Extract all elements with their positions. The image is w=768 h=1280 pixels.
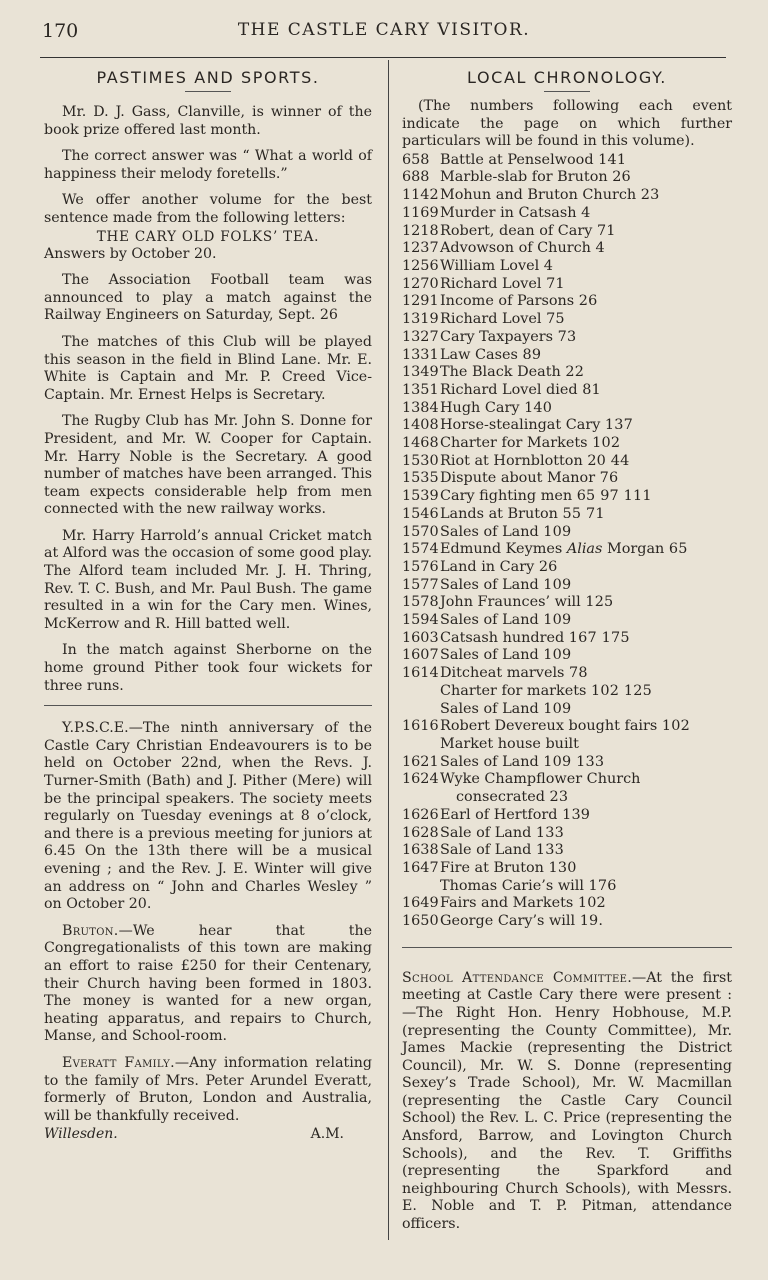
ypsce-notice xyxy=(44,720,372,914)
event-text: Charter for Markets xyxy=(440,435,588,452)
chronology-year: 1621 xyxy=(402,753,439,770)
event-text: Mohun and Bruton Church xyxy=(440,187,637,204)
event-page: 20 44 xyxy=(587,452,630,469)
chronology-row xyxy=(402,807,732,825)
chronology-year: 1530 xyxy=(402,452,439,469)
chronology-year: 1270 xyxy=(402,275,439,292)
event-page: 76 xyxy=(599,470,619,487)
chronology-event xyxy=(440,594,732,612)
chronology-event xyxy=(440,806,732,825)
chronology-event xyxy=(440,753,732,772)
chronology-year: 1256 xyxy=(402,258,439,274)
event-page: 133 xyxy=(535,824,564,841)
chronology-year: 1142 xyxy=(402,187,439,204)
event-page: 26 xyxy=(612,169,631,186)
paragraph: We offer another volume for the best sentence made from the following letters: xyxy=(44,192,372,226)
chronology-row xyxy=(402,470,732,488)
chronology-year: 688 xyxy=(402,169,430,186)
bruton-notice xyxy=(44,923,372,1046)
event-text: Lands at Bruton xyxy=(440,505,558,522)
chronology-event xyxy=(440,311,732,329)
chronology-row xyxy=(402,453,732,471)
chronology-row xyxy=(402,913,732,931)
chronology-year: 1169 xyxy=(402,204,439,221)
event-text: Cary Taxpayers xyxy=(440,328,554,345)
event-text: Cary fighting men xyxy=(440,488,573,505)
event-page: 65 97 111 xyxy=(576,488,652,505)
chronology-row xyxy=(402,559,732,577)
notice-lead: Everatt Family. xyxy=(62,1054,175,1071)
chronology-event xyxy=(440,187,732,205)
chronology-event xyxy=(440,913,732,931)
chronology-row xyxy=(402,347,732,365)
chronology-year: 1614 xyxy=(402,665,439,682)
event-page: 89 xyxy=(522,346,542,363)
chronology-event xyxy=(440,452,732,471)
chronology-row xyxy=(402,276,732,294)
paragraph: Mr. D. J. Gass, Clanville, is winner of the book prize offered last month. xyxy=(44,104,372,138)
event-page: 26 xyxy=(578,293,598,310)
event-text: Sales of Land xyxy=(440,700,539,717)
chronology-event xyxy=(440,275,732,294)
event-page: 141 xyxy=(598,151,627,168)
event-text: Fire at Bruton xyxy=(440,859,544,876)
event-page: 109 xyxy=(543,523,572,540)
chronology-row xyxy=(402,842,732,860)
chronology-row xyxy=(402,223,732,241)
event-page: 4 xyxy=(581,204,591,221)
chronology-row xyxy=(402,152,732,170)
event-page: 130 xyxy=(548,859,577,876)
event-page: 4 xyxy=(595,240,605,257)
chronology-event xyxy=(440,541,732,559)
chronology-row xyxy=(402,488,732,506)
chronology-row xyxy=(402,293,732,311)
chronology-row xyxy=(402,895,732,913)
event-text: Thomas Carie’s will xyxy=(440,877,584,894)
chronology-event xyxy=(440,665,732,683)
event-page: 19. xyxy=(579,913,604,930)
chronology-event xyxy=(440,629,732,648)
event-text: Battle at Penselwood xyxy=(440,151,594,168)
chronology-year: 1577 xyxy=(402,576,439,593)
event-text: Dispute about Manor xyxy=(440,470,596,487)
event-text: Hugh Cary xyxy=(440,399,520,416)
chronology-row xyxy=(402,169,732,187)
event-page: 140 xyxy=(524,399,553,416)
notice-lead: Bruton. xyxy=(62,922,119,939)
notice-text: —At the first meeting at Castle Cary there were present :—The Right Hon. Henry Hobhouse, M.P. (representing the County Committee), Mr. James Mackie (representing the District Council), Mr. W. S. Donne (representing Sexey’s Trade School), Mr. W. Macmillan (representing the Castle Cary Council School) the Rev. L. C. Price (representing the Ansford, Barrow, and Lovington Church Schools), and the Rev. T. Griffiths (representing the Sparkford and neighbouring Church Schools), with Messrs. E. Noble and T. P. Pitman, attendance officers. xyxy=(402,969,732,1233)
chronology-row xyxy=(402,311,732,329)
paragraph: The correct answer was “ What a world of happiness their melody foretells.” xyxy=(44,148,372,182)
top-rule xyxy=(40,57,726,58)
notice-text: —We hear that the Congregationalists of this town are making an effort to raise £250 for their Centenary, their Church having been formed in 1803. The money is wanted for a new organ, heating apparatus, and repairs to Church, Manse, and School-room. xyxy=(44,922,372,1045)
everatt-notice xyxy=(44,1055,372,1125)
event-page: 78 xyxy=(569,665,588,682)
paragraph: In the match against Sherborne on the home ground Pither took four wickets for three runs. xyxy=(44,642,372,694)
notice-lead: Y.P.S.C.E. xyxy=(62,720,129,737)
event-text: Income of Parsons xyxy=(440,293,575,310)
chronology-row xyxy=(402,524,732,542)
event-page: 109 xyxy=(543,700,572,717)
chronology-event xyxy=(440,771,732,806)
chronology-event xyxy=(440,151,732,170)
event-text: Market house built xyxy=(440,735,579,752)
chronology-year: 1327 xyxy=(402,328,439,345)
chronology-year: 1570 xyxy=(402,523,439,540)
chronology-event xyxy=(440,293,732,311)
page-number: 170 xyxy=(42,20,79,42)
chronology-year: 1574 xyxy=(402,541,439,558)
event-text: Sale of Land xyxy=(440,842,532,859)
event-text: Sale of Land xyxy=(440,824,532,841)
event-text: Sales of Land xyxy=(440,576,539,593)
chronology-year: 1237 xyxy=(402,240,439,257)
event-page: 102 xyxy=(592,435,621,452)
event-text: Richard Lovel died xyxy=(440,381,578,398)
chronology-row xyxy=(402,400,732,418)
event-text: William Lovel xyxy=(440,258,540,274)
event-text: Sales of Land xyxy=(440,647,539,664)
event-text: Catsash hundred xyxy=(440,629,565,646)
title-ornament xyxy=(544,91,590,92)
right-column xyxy=(402,66,732,1234)
event-text: Edmund Keymes xyxy=(440,541,567,558)
chronology-row xyxy=(402,541,732,559)
event-page: 109 133 xyxy=(543,753,605,770)
event-page: 71 xyxy=(596,222,616,239)
notice-lead: School Attendance Committee. xyxy=(402,969,633,986)
event-page: 81 xyxy=(582,381,601,398)
chronology-row xyxy=(402,612,732,630)
chronology-event xyxy=(440,647,732,665)
event-page: 137 xyxy=(604,417,633,434)
chronology-table xyxy=(402,152,732,931)
event-text: Robert Devereux bought fairs xyxy=(440,718,658,735)
event-page: 176 xyxy=(588,877,617,894)
chronology-year: 658 xyxy=(402,151,430,168)
chronology-row xyxy=(402,329,732,347)
chronology-row xyxy=(402,771,732,806)
event-page: 22 xyxy=(565,364,585,381)
event-text: John Fraunces’ will xyxy=(440,594,581,611)
event-text: Riot at Hornblotton xyxy=(440,452,583,469)
chronology-year: 1331 xyxy=(402,346,439,363)
event-page: 26 xyxy=(538,558,558,575)
chronology-event xyxy=(440,470,732,488)
competition-letters: THE CARY OLD FOLKS’ TEA. xyxy=(96,228,320,245)
event-page: 125 xyxy=(585,594,614,611)
chronology-event xyxy=(440,895,732,913)
section-title-pastimes: PASTIMES AND SPORTS. xyxy=(96,68,320,87)
paragraph: Mr. Harry Harrold’s annual Cricket match at Alford was the occasion of some good play. The Alford team included Mr. J. H. Thring, Rev. T. C. Bush, and Mr. Paul Bush. The game resulted in a win for the Cary men. Wines, McKerrow and R. Hill batted well. xyxy=(44,527,372,632)
chronology-year: 1351 xyxy=(402,381,439,398)
chronology-year: 1628 xyxy=(402,824,439,841)
chronology-event xyxy=(440,417,732,435)
chronology-row xyxy=(402,240,732,258)
event-page: 4 xyxy=(543,258,554,274)
chronology-year: 1535 xyxy=(402,470,439,487)
event-text: Horse-stealingat Cary xyxy=(440,417,601,434)
chronology-event xyxy=(440,328,732,347)
chronology-event xyxy=(440,718,732,736)
chronology-row xyxy=(402,205,732,223)
chronology-year: 1291 xyxy=(402,293,439,310)
chronology-row xyxy=(402,754,732,772)
chronology-event xyxy=(440,381,732,400)
event-page: 109 xyxy=(543,612,572,629)
chronology-year: 1649 xyxy=(402,895,439,912)
chronology-row xyxy=(402,435,732,453)
chronology-row xyxy=(402,364,732,382)
chronology-year: 1650 xyxy=(402,913,439,930)
chronology-event xyxy=(440,612,732,630)
signature-initials: A.M. xyxy=(310,1126,344,1143)
event-text: Charter for markets xyxy=(440,682,587,699)
event-text: Richard Lovel xyxy=(440,275,542,292)
event-page: 102 xyxy=(577,895,606,912)
chronology-year: 1576 xyxy=(402,558,439,575)
event-text: Ditcheat marvels xyxy=(440,665,565,682)
chronology-event xyxy=(440,859,732,878)
chronology-row xyxy=(402,647,732,665)
chronology-row xyxy=(402,683,732,701)
left-column xyxy=(44,66,372,1143)
chronology-event xyxy=(440,877,732,896)
chronology-event xyxy=(440,435,732,453)
chronology-event xyxy=(440,576,732,595)
chronology-row xyxy=(402,665,732,683)
section-divider xyxy=(402,947,732,948)
chronology-event xyxy=(440,258,732,276)
signature-place: Willesden. xyxy=(44,1126,118,1143)
chronology-year: 1647 xyxy=(402,859,439,876)
chronology-event xyxy=(440,505,732,524)
chronology-event xyxy=(440,346,732,365)
event-page: 75 xyxy=(546,311,565,328)
chronology-year: 1546 xyxy=(402,505,439,522)
chronology-event xyxy=(440,523,732,542)
section-title-chronology: LOCAL CHRONOLOGY. xyxy=(467,68,667,87)
chronology-event xyxy=(440,222,732,241)
chronology-year: 1218 xyxy=(402,222,439,239)
event-page: 71 xyxy=(546,275,565,292)
event-text: Law Cases xyxy=(440,346,518,363)
running-head: THE CASTLE CARY VISITOR. xyxy=(237,20,531,40)
event-page: 73 xyxy=(557,328,577,345)
event-page: 139 xyxy=(562,806,591,823)
event-page: 55 71 xyxy=(562,505,605,522)
paragraph: The Association Football team was announced to play a match against the Railway Engineers on Saturday, Sept. 26 xyxy=(44,272,372,324)
event-italic: Alias xyxy=(566,541,603,558)
chronology-row xyxy=(402,860,732,878)
chronology-row xyxy=(402,382,732,400)
chronology-row xyxy=(402,258,732,276)
chronology-event xyxy=(440,824,732,843)
school-attendance-notice xyxy=(402,970,732,1234)
chronology-intro: (The numbers following each event indicate the page on which further particulars will be found in this volume). xyxy=(402,98,732,150)
chronology-year: 1638 xyxy=(402,842,439,859)
chronology-event xyxy=(440,399,732,418)
chronology-year: 1468 xyxy=(402,435,439,452)
chronology-year: 1626 xyxy=(402,806,439,823)
column-divider xyxy=(388,60,389,1240)
notice-text: —Any information relating to the family of Mrs. Peter Arundel Everatt, formerly of Bruton, London and Australia, will be thankfully received. xyxy=(44,1054,372,1124)
event-page: 109 xyxy=(543,647,572,664)
chronology-year: 1594 xyxy=(402,612,439,629)
event-page: 23 xyxy=(549,789,569,806)
chronology-row xyxy=(402,736,732,754)
chronology-row xyxy=(402,825,732,843)
chronology-year: 1607 xyxy=(402,647,439,664)
chronology-event xyxy=(440,735,732,754)
chronology-row xyxy=(402,187,732,205)
chronology-row xyxy=(402,878,732,896)
event-text: Earl of Hertford xyxy=(440,806,558,823)
chronology-row xyxy=(402,701,732,719)
event-page: 23 xyxy=(640,187,660,204)
paragraph: The matches of this Club will be played this season in the field in Blind Lane. Mr. E. White is Captain and Mr. P. Creed Vice-Captain. Mr. Ernest Helps is Secretary. xyxy=(44,333,372,403)
event-page: 102 xyxy=(661,718,690,735)
event-text: Wyke Champflower Church consecrated xyxy=(440,771,641,806)
chronology-event xyxy=(440,488,732,506)
chronology-row xyxy=(402,594,732,612)
event-text: The Black Death xyxy=(440,364,561,381)
event-text: Murder in Catsash xyxy=(440,204,577,221)
chronology-year: 1603 xyxy=(402,629,439,646)
event-text: Sales of Land xyxy=(440,753,539,770)
chronology-row xyxy=(402,718,732,736)
chronology-event xyxy=(440,169,732,187)
chronology-row xyxy=(402,577,732,595)
event-text: Morgan xyxy=(602,541,665,558)
chronology-event xyxy=(440,240,732,258)
chronology-event xyxy=(440,364,732,382)
chronology-event xyxy=(440,700,732,719)
event-page: 65 xyxy=(668,541,688,558)
event-text: George Cary’s will xyxy=(440,913,576,930)
chronology-row xyxy=(402,630,732,648)
event-text: Marble-slab for Bruton xyxy=(440,169,608,186)
event-text: Richard Lovel xyxy=(440,311,542,328)
chronology-year: 1624 xyxy=(402,771,439,788)
chronology-event xyxy=(440,842,732,860)
chronology-year: 1616 xyxy=(402,718,439,735)
section-divider xyxy=(44,705,372,706)
chronology-year: 1319 xyxy=(402,311,439,328)
event-text: Sales of Land xyxy=(440,612,539,629)
chronology-row xyxy=(402,417,732,435)
event-page: 102 125 xyxy=(591,682,652,699)
chronology-year: 1539 xyxy=(402,488,439,505)
chronology-year: 1578 xyxy=(402,594,439,611)
event-text: Advowson of Church xyxy=(440,240,591,257)
chronology-year: 1408 xyxy=(402,417,439,434)
paragraph: Answers by October 20. xyxy=(44,245,217,262)
event-text: Land in Cary xyxy=(440,558,535,575)
event-page: 133 xyxy=(535,842,564,859)
signature-line xyxy=(44,1125,372,1143)
event-page: 167 175 xyxy=(568,629,630,646)
event-text: Sales of Land xyxy=(440,523,539,540)
title-ornament xyxy=(185,91,231,92)
chronology-event xyxy=(440,682,732,701)
chronology-row xyxy=(402,506,732,524)
chronology-year: 1349 xyxy=(402,364,439,381)
notice-text: —The ninth anniversary of the Castle Cary Christian Endeavourers is to be held on October 22nd, when the Revs. J. Turner-Smith (Bath) and J. Pither (Mere) will be the principal speakers. The society meets regularly on Tuesday evenings at 8 o’clock, and there is a previous meeting for juniors at 6.45 On the 13th there will be a musical evening ; and the Rev. J. E. Winter will give an address on “ John and Charles Wesley ” on October 20. xyxy=(44,720,372,913)
chronology-year: 1384 xyxy=(402,399,439,416)
event-text: Robert, dean of Cary xyxy=(440,222,593,239)
chronology-event xyxy=(440,558,732,577)
event-text: Fairs and Markets xyxy=(440,895,574,912)
event-page: 109 xyxy=(543,576,572,593)
paragraph: The Rugby Club has Mr. John S. Donne for President, and Mr. W. Cooper for Captain. Mr. Harry Noble is the Secretary. A good number of matches have been arranged. This team expects considerable help from men connected with the new railway works. xyxy=(44,413,372,518)
chronology-event xyxy=(440,204,732,223)
